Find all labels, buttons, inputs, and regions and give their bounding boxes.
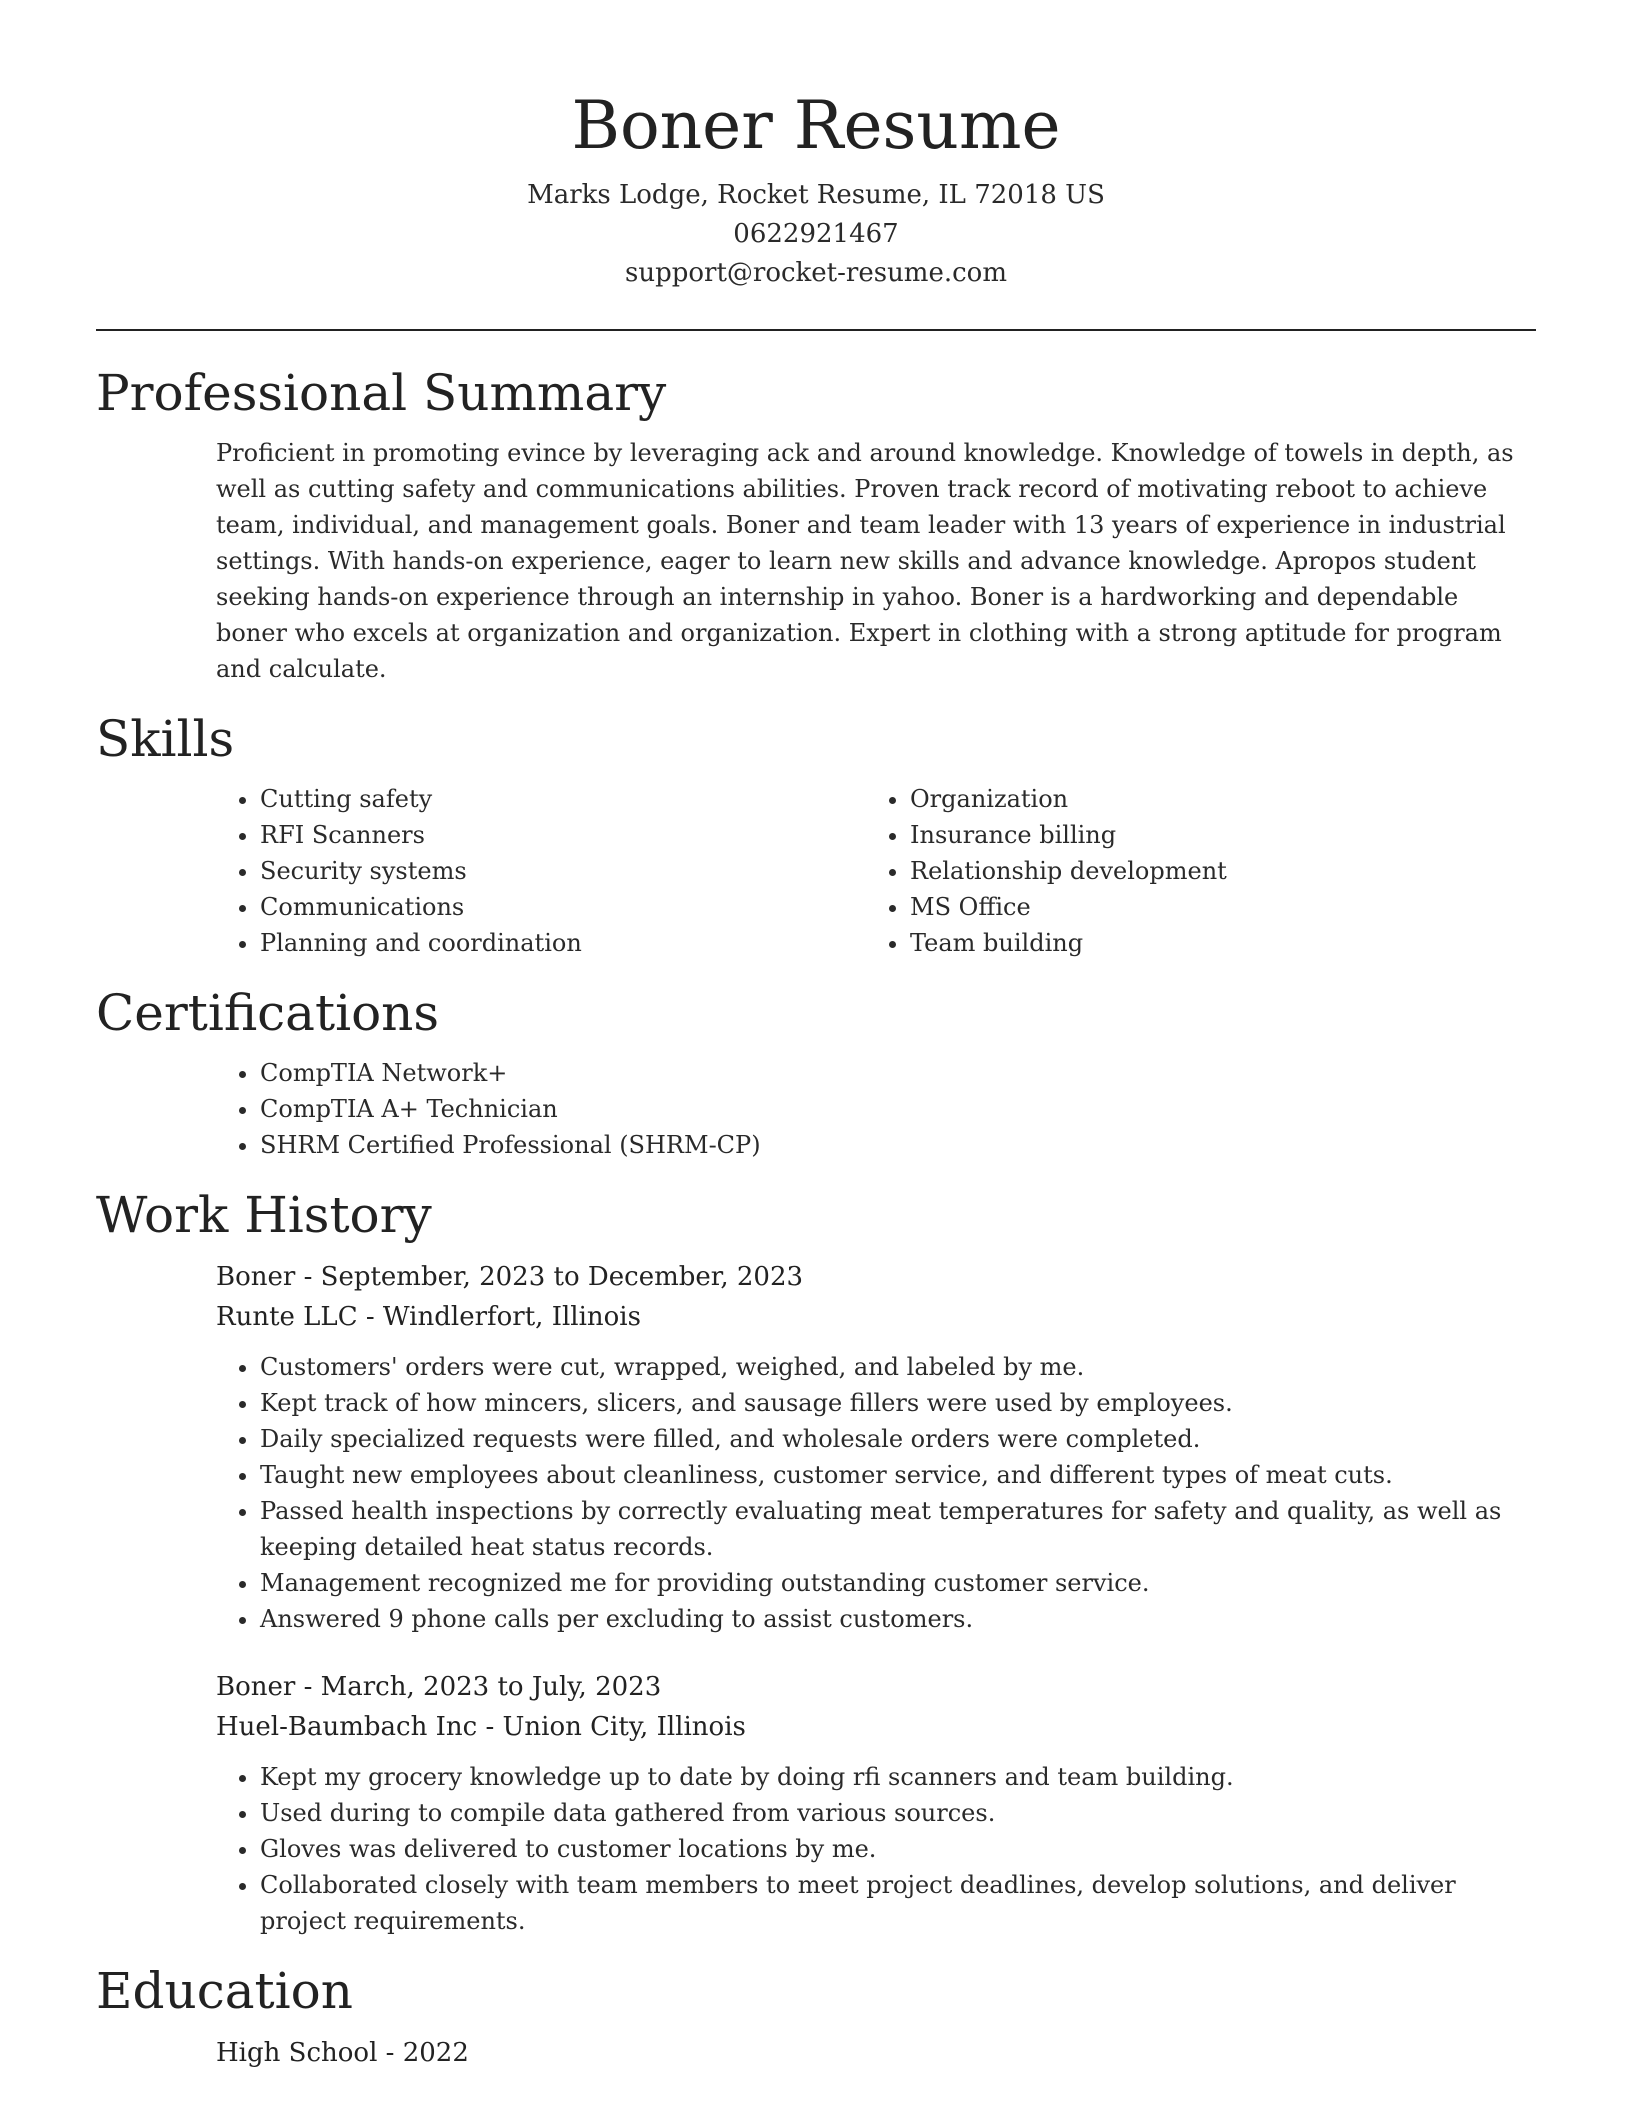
skills-column-right bbox=[866, 781, 1516, 961]
job-bullet: • Kept my grocery knowledge up to date by doing rfi scanners and team building. bbox=[260, 1759, 1536, 1795]
job-bullet: • Kept track of how mincers, slicers, and sausage fillers were used by employees. bbox=[260, 1385, 1536, 1421]
contact-address: Marks Lodge, Rocket Resume, IL 72018 US bbox=[527, 180, 1105, 210]
education-title: Education bbox=[96, 1962, 353, 2020]
job-company-line: Huel-Baumbach Inc - Union City, Illinois bbox=[216, 1712, 746, 1742]
skills-section bbox=[96, 709, 1536, 961]
job-bullet: • Customers' orders were cut, wrapped, weighed, and labeled by me. bbox=[260, 1349, 1536, 1385]
skill-item: • MS Office bbox=[910, 889, 1516, 925]
education-section bbox=[96, 1961, 1536, 2073]
work-history-title: Work History bbox=[96, 1186, 432, 1244]
certification-item: • CompTIA A+ Technician bbox=[260, 1091, 1536, 1127]
skill-item: • Security systems bbox=[260, 853, 866, 889]
resume-page bbox=[96, 0, 1536, 2073]
summary-title: Professional Summary bbox=[96, 364, 667, 422]
skills-title: Skills bbox=[96, 710, 235, 768]
contact-phone: 0622921467 bbox=[733, 219, 899, 249]
skill-item: • Cutting safety bbox=[260, 781, 866, 817]
skill-item: • Planning and coordination bbox=[260, 925, 866, 961]
skill-item: • Insurance billing bbox=[910, 817, 1516, 853]
contact-block bbox=[96, 176, 1536, 293]
skill-item: • Organization bbox=[910, 781, 1516, 817]
job-bullet: • Management recognized me for providing outstanding customer service. bbox=[260, 1565, 1536, 1601]
resume-header bbox=[96, 0, 1536, 293]
candidate-name: Boner Resume bbox=[571, 87, 1061, 164]
skill-item: • Communications bbox=[260, 889, 866, 925]
certifications-title: Certifications bbox=[96, 984, 440, 1042]
job-bullet: • Answered 9 phone calls per excluding to assist customers. bbox=[260, 1601, 1536, 1637]
job-company-line: Runte LLC - Windlerfort, Illinois bbox=[216, 1302, 641, 1332]
job-entry bbox=[216, 1257, 1536, 1637]
job-bullet: • Collaborated closely with team members to meet project deadlines, develop solutions, and deliver project requirements. bbox=[260, 1867, 1536, 1939]
job-title-line: Boner - March, 2023 to July, 2023 bbox=[216, 1672, 662, 1702]
job-bullet: • Passed health inspections by correctly evaluating meat temperatures for safety and quality, as well as keeping detailed heat status records. bbox=[260, 1493, 1536, 1565]
summary-section bbox=[96, 363, 1536, 687]
job-bullet: • Taught new employees about cleanliness, customer service, and different types of meat cuts. bbox=[260, 1457, 1536, 1493]
skills-columns bbox=[216, 781, 1536, 961]
skill-item: • Team building bbox=[910, 925, 1516, 961]
work-history-section bbox=[96, 1185, 1536, 1939]
skills-column-left bbox=[216, 781, 866, 961]
job-bullet: • Gloves was delivered to customer locations by me. bbox=[260, 1831, 1536, 1867]
header-divider bbox=[96, 329, 1536, 331]
job-entry bbox=[216, 1667, 1536, 1939]
certification-item: • SHRM Certified Professional (SHRM-CP) bbox=[260, 1127, 1536, 1163]
certifications-section bbox=[96, 983, 1536, 1163]
skill-item: • RFI Scanners bbox=[260, 817, 866, 853]
education-line: High School - 2022 bbox=[216, 2038, 469, 2068]
contact-email: support@rocket-resume.com bbox=[624, 258, 1007, 288]
job-title-line: Boner - September, 2023 to December, 2023 bbox=[216, 1262, 804, 1292]
skill-item: • Relationship development bbox=[910, 853, 1516, 889]
job-bullet: • Daily specialized requests were filled, and wholesale orders were completed. bbox=[260, 1421, 1536, 1457]
summary-text: Proficient in promoting evince by leveraging ack and around knowledge. Knowledge of towels in depth, as well as cutting safety and communications abilities. Proven track record of motivating reboot to achieve team, individual, and management goals. Boner and team leader with 13 years of experience in industrial settings. With hands-on experience, eager to learn new skills and advance knowledge. Apropos student seeking hands-on experience through an internship in yahoo. Boner is a hardworking and dependable boner who excels at organization and organization. Expert in clothing with a strong aptitude for program and calculate. bbox=[216, 439, 1514, 683]
certification-item: • CompTIA Network+ bbox=[260, 1055, 1536, 1091]
job-bullet: • Used during to compile data gathered from various sources. bbox=[260, 1795, 1536, 1831]
